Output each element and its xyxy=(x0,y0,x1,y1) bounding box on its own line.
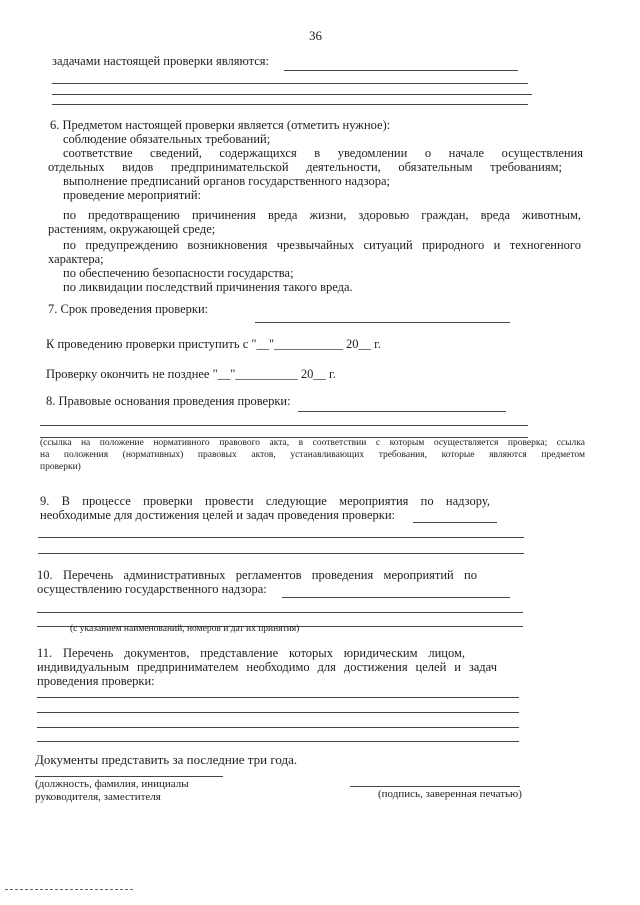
section-8-note: (ссылка на положение нормативного правового акта, в соответствии с которым осуществляется проверка; ссылка xyxy=(40,438,585,448)
fill-line xyxy=(52,94,532,95)
fill-line xyxy=(413,522,497,523)
fill-line xyxy=(37,612,523,613)
section-6-item: по ликвидации последствий причинения такого вреда. xyxy=(63,280,353,294)
section-6-item: по предотвращению причинения вреда жизни, здоровью граждан, вреда животным, xyxy=(63,208,581,222)
tasks-line: задачами настоящей проверки являются: xyxy=(52,54,270,68)
section-11-text: индивидуальным предпринимателем необходимо для достижения целей и задач xyxy=(37,660,497,674)
fill-line xyxy=(38,553,524,554)
page-number: 36 xyxy=(309,28,322,43)
section-11-text: 11. Перечень документов, представление которых юридическим лицом, xyxy=(37,646,465,660)
signature-caption-left: руководителя, заместителя xyxy=(35,791,161,803)
section-6-item: проведение мероприятий: xyxy=(63,188,202,202)
signature-line-left xyxy=(35,776,223,777)
fill-line xyxy=(255,322,510,323)
documents-period: Документы представить за последние три года. xyxy=(35,752,298,767)
fill-line xyxy=(37,712,519,713)
signature-caption-right: (подпись, заверенная печатью) xyxy=(378,788,522,800)
fill-line xyxy=(298,411,506,412)
section-6-item: соблюдение обязательных требований; xyxy=(63,132,271,146)
scan-mark xyxy=(5,889,133,890)
section-6-item: характера; xyxy=(48,252,104,266)
section-10-text: осуществлению государственного надзора: xyxy=(37,582,267,596)
section-10-note: (с указанием наименований, номеров и дат их принятия) xyxy=(70,624,300,634)
section-6-item: выполнение предписаний органов государственного надзора; xyxy=(63,174,390,188)
fill-line xyxy=(38,537,524,538)
inspection-end-date: Проверку окончить не позднее "__"__________ 20__ г. xyxy=(46,367,336,381)
fill-line xyxy=(282,597,510,598)
section-8-note: на положения (нормативных) правовых актов, устанавливающих требования, которые являются предметом xyxy=(40,450,585,460)
section-6-item: соответствие сведений, содержащихся в уведомлении о начале осуществления xyxy=(63,146,583,160)
section-6-item: растениям, окружающей среде; xyxy=(48,222,216,236)
section-6-item: отдельных видов предпринимательской деятельности, обязательным требованиям; xyxy=(48,160,562,174)
fill-line xyxy=(37,741,519,742)
section-11-text: проведения проверки: xyxy=(37,674,155,688)
section-9-text: необходимые для достижения целей и задач проведения проверки: xyxy=(40,508,396,522)
section-8-note: проверки) xyxy=(40,462,81,472)
fill-line xyxy=(40,425,528,426)
fill-line xyxy=(52,83,528,84)
inspection-start-date: К проведению проверки приступить с "__"___________ 20__ г. xyxy=(46,337,381,351)
section-10-text: 10. Перечень административных регламентов проведения мероприятий по xyxy=(37,568,477,582)
fill-line xyxy=(37,727,519,728)
signature-caption-left: (должность, фамилия, инициалы xyxy=(35,778,189,790)
section-8-heading: 8. Правовые основания проведения проверки: xyxy=(46,394,291,408)
section-9-text: 9. В процессе проверки провести следующие мероприятия по надзору, xyxy=(40,494,490,508)
fill-line xyxy=(37,697,519,698)
section-7-heading: 7. Срок проведения проверки: xyxy=(48,302,209,316)
section-6-item: по предупреждению возникновения чрезвычайных ситуаций природного и техногенного xyxy=(63,238,581,252)
signature-line-right xyxy=(350,786,520,787)
section-6-heading: 6. Предметом настоящей проверки является (отметить нужное): xyxy=(50,118,391,132)
fill-line xyxy=(52,104,528,105)
section-6-item: по обеспечению безопасности государства; xyxy=(63,266,294,280)
fill-line xyxy=(284,70,518,71)
